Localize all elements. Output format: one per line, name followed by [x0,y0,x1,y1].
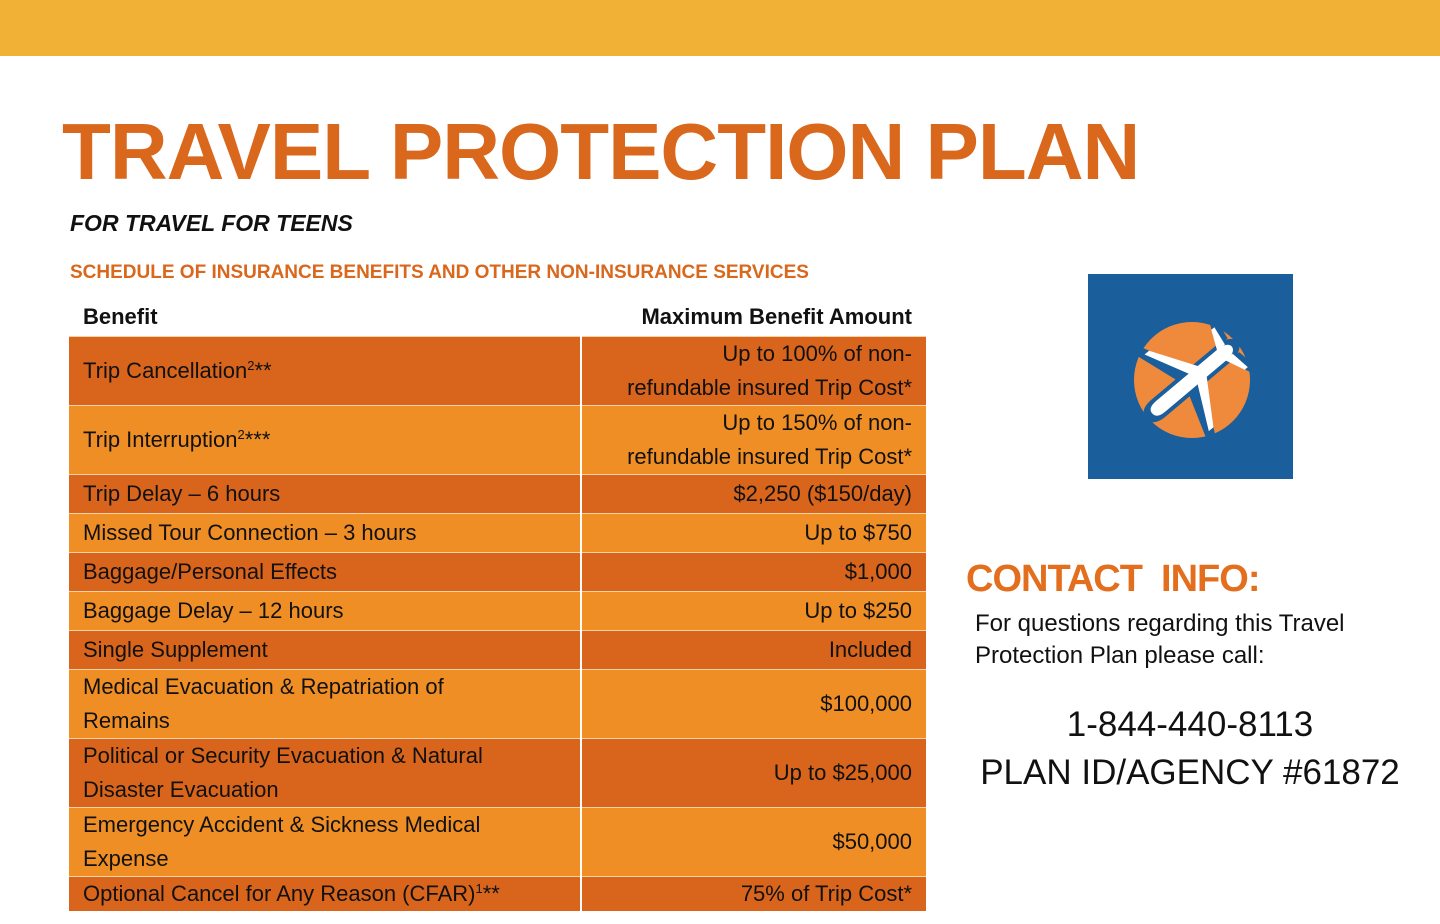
column-header-benefit: Benefit [69,298,581,337]
page-title: TRAVEL PROTECTION PLAN [62,107,1140,196]
table-row [69,739,926,808]
benefit-cell [69,739,581,808]
table-row [69,877,926,912]
benefit-line-1: Medical Evacuation & Repatriation of [83,674,444,699]
travel-logo [1088,274,1293,479]
benefit-label: Optional Cancel for Any Reason (CFAR) [83,881,476,906]
footnote-marker: 2 [247,358,255,373]
benefit-label: Trip Cancellation [83,358,248,383]
benefit-cell: Missed Tour Connection – 3 hours [69,514,581,553]
benefit-label: Trip Interruption [83,427,238,452]
footnote-marker: 2 [237,427,245,442]
footnote-suffix: *** [244,427,271,452]
contact-description [975,608,1405,672]
schedule-heading: SCHEDULE OF INSURANCE BENEFITS AND OTHER NON-INSURANCE SERVICES [70,262,809,283]
amount-cell [581,337,926,406]
amount-line-1: Up to 100% of non- [722,341,912,366]
amount-cell: $1,000 [581,553,926,592]
amount-cell: $100,000 [581,670,926,739]
table-row [69,631,926,670]
amount-cell [581,406,926,475]
benefit-line-2: Expense [83,846,169,871]
contact-heading [966,556,1259,602]
benefit-line-1: Political or Security Evacuation & Natural [83,743,483,768]
table-row [69,475,926,514]
contact-text-line-1: For questions regarding this Travel [975,610,1345,637]
plan-agency-id: PLAN ID/AGENCY #61872 [980,753,1400,792]
table-header-row [69,298,926,337]
footnote-marker: 1 [475,881,483,896]
benefit-line-2: Disaster Evacuation [83,777,279,802]
benefits-table [69,298,926,911]
amount-cell: Up to $25,000 [581,739,926,808]
footnote-suffix: ** [482,881,500,906]
table-row [69,337,926,406]
amount-cell: Up to $750 [581,514,926,553]
amount-cell: $50,000 [581,808,926,877]
contact-heading-text: CONTACT INFO: [966,558,1260,600]
benefit-cell [69,808,581,877]
airplane-icon [1088,274,1293,479]
top-accent-band [0,0,1440,56]
column-header-amount: Maximum Benefit Amount [581,298,926,337]
table-row [69,553,926,592]
benefit-cell: Trip Delay – 6 hours [69,475,581,514]
contact-phone-number[interactable]: 1-844-440-8113 [1066,705,1314,744]
table-row [69,406,926,475]
benefit-cell: Baggage/Personal Effects [69,553,581,592]
airplane-shape [1109,297,1275,463]
benefit-line-1: Emergency Accident & Sickness Medical [83,812,481,837]
benefit-cell [69,337,581,406]
amount-cell: $2,250 ($150/day) [581,475,926,514]
table-row [69,514,926,553]
benefit-line-2: Remains [83,708,170,733]
page-subtitle: FOR TRAVEL FOR TEENS [70,210,353,236]
contact-text-line-2: Protection Plan please call: [975,642,1265,669]
amount-line-2: refundable insured Trip Cost* [627,375,912,400]
table-row [69,808,926,877]
table-row [69,592,926,631]
amount-cell: Up to $250 [581,592,926,631]
amount-line-1: Up to 150% of non- [722,410,912,435]
amount-line-2: refundable insured Trip Cost* [627,444,912,469]
table-row [69,670,926,739]
benefit-cell [69,877,581,912]
footnote-suffix: ** [254,358,272,383]
benefit-cell: Single Supplement [69,631,581,670]
benefit-cell [69,406,581,475]
amount-cell: 75% of Trip Cost* [581,877,926,912]
benefit-cell [69,670,581,739]
amount-cell: Included [581,631,926,670]
benefit-cell: Baggage Delay – 12 hours [69,592,581,631]
